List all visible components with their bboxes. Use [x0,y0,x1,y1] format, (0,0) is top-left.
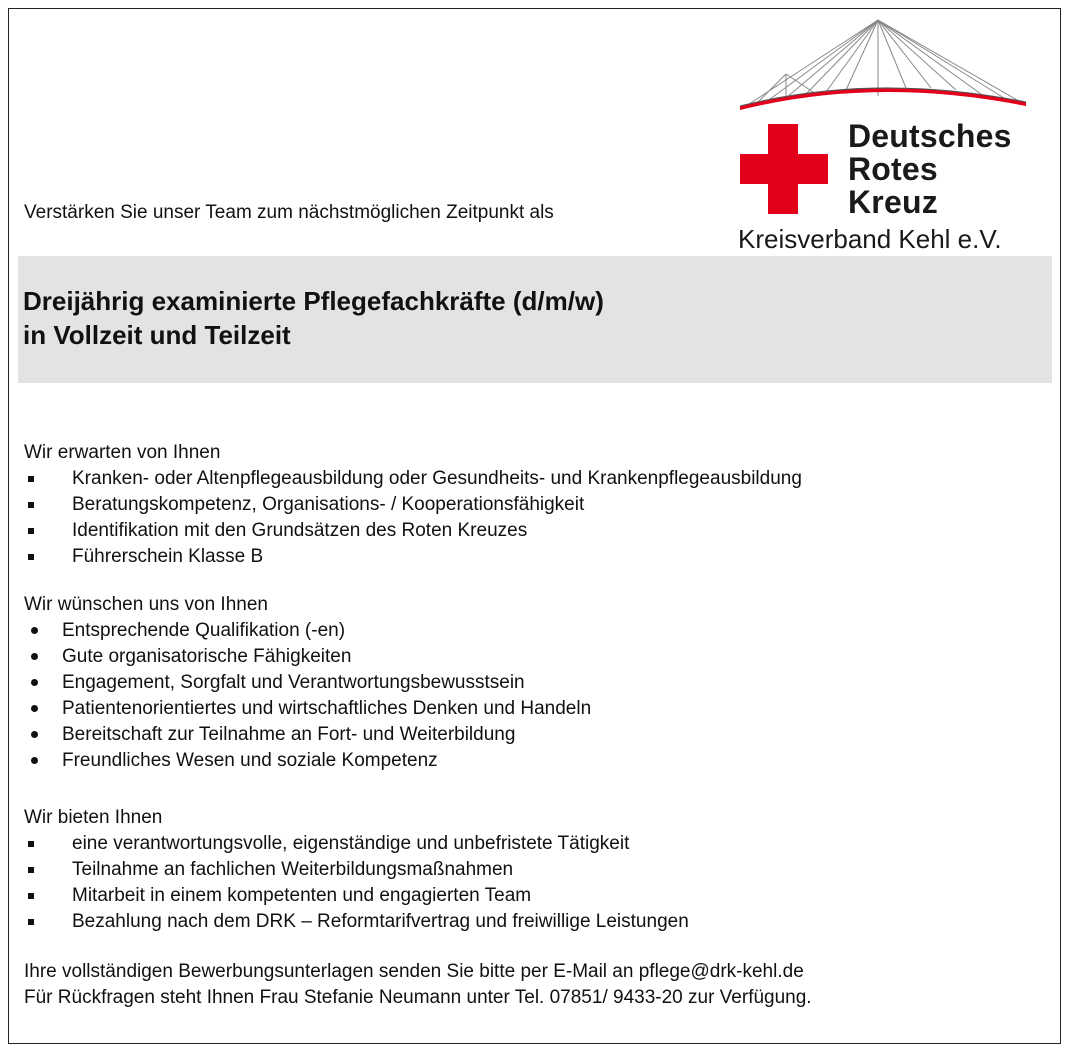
list-item [24,696,591,722]
list-item-text: Freundliches Wesen und soziale Kompetenz [62,750,438,771]
dot-bullet-icon [31,679,38,686]
list-item [24,544,802,570]
section-wishes [24,592,591,774]
list-item [24,883,689,909]
square-bullet-icon [28,919,34,925]
bridge-icon [736,14,1036,114]
list-item-text: Entsprechende Qualifikation (-en) [62,620,346,641]
list-item-text: Führerschein Klasse B [72,546,264,567]
square-bullet-icon [28,476,34,482]
list-item-text: Bereitschaft zur Teilnahme an Fort- und Weiterbildung [62,724,516,745]
dot-bullet-icon [31,705,38,712]
logo-word-2: Rotes [848,151,938,187]
drk-logo [736,14,1036,258]
list-item [24,518,802,544]
list-item-text: Teilnahme an fachlichen Weiterbildungsmaßnahmen [72,859,514,880]
job-title-line-1: Dreijährig examinierte Pflegefachkräfte (d/m/w) [23,286,604,316]
list-item-text: Identifikation mit den Grundsätzen des Roten Kreuzes [72,520,528,541]
logo-subline: Kreisverband Kehl e.V. [738,224,1002,254]
list-item [24,857,689,883]
dot-bullet-icon [31,757,38,764]
list-item [24,909,689,935]
dot-bullet-icon [31,731,38,738]
intro-text: Verstärken Sie unser Team zum nächstmöglichen Zeitpunkt als [24,202,554,223]
dot-bullet-icon [31,627,38,634]
list-item [24,618,591,644]
job-title-line-2: in Vollzeit und Teilzeit [23,320,291,350]
list-item-text: Mitarbeit in einem kompetenten und engagierten Team [72,885,532,906]
job-title [23,284,604,352]
logo-word-1: Deutsches [848,118,1012,154]
list-item [24,748,591,774]
application-email-line: Ihre vollständigen Bewerbungsunterlagen senden Sie bitte per E-Mail an pflege@drk-kehl.de [24,961,804,982]
red-cross-horizontal [740,154,828,184]
square-bullet-icon [28,554,34,560]
list-item [24,670,591,696]
list-item [24,466,802,492]
list-item [24,722,591,748]
list-item-text: Engagement, Sorgfalt und Verantwortungsbewusstsein [62,672,525,693]
section-offers [24,805,689,935]
section-title: Wir wünschen uns von Ihnen [24,594,268,615]
square-bullet-icon [28,528,34,534]
square-bullet-icon [28,502,34,508]
list-item-text: Patientenorientiertes und wirtschaftliches Denken und Handeln [62,698,592,719]
section-title: Wir erwarten von Ihnen [24,442,221,463]
list-item-text: Bezahlung nach dem DRK – Reformtarifvertrag und freiwillige Leistungen [72,911,689,932]
dot-bullet-icon [31,653,38,660]
list-item-text: eine verantwortungsvolle, eigenständige und unbefristete Tätigkeit [72,833,630,854]
square-bullet-icon [28,867,34,873]
section-expectations [24,440,802,570]
contact-phone-line: Für Rückfragen steht Ihnen Frau Stefanie Neumann unter Tel. 07851/ 9433-20 zur Verfügung. [24,987,812,1008]
list-item [24,644,591,670]
list-item-text: Kranken- oder Altenpflegeausbildung oder Gesundheits- und Krankenpflegeausbildung [72,468,802,489]
logo-word-3: Kreuz [848,184,938,220]
closing-text [24,959,812,1011]
list-item [24,831,689,857]
list-item-text: Beratungskompetenz, Organisations- / Kooperationsfähigkeit [72,494,585,515]
list-item-text: Gute organisatorische Fähigkeiten [62,646,352,667]
square-bullet-icon [28,893,34,899]
list-item [24,492,802,518]
square-bullet-icon [28,841,34,847]
section-title: Wir bieten Ihnen [24,807,163,828]
